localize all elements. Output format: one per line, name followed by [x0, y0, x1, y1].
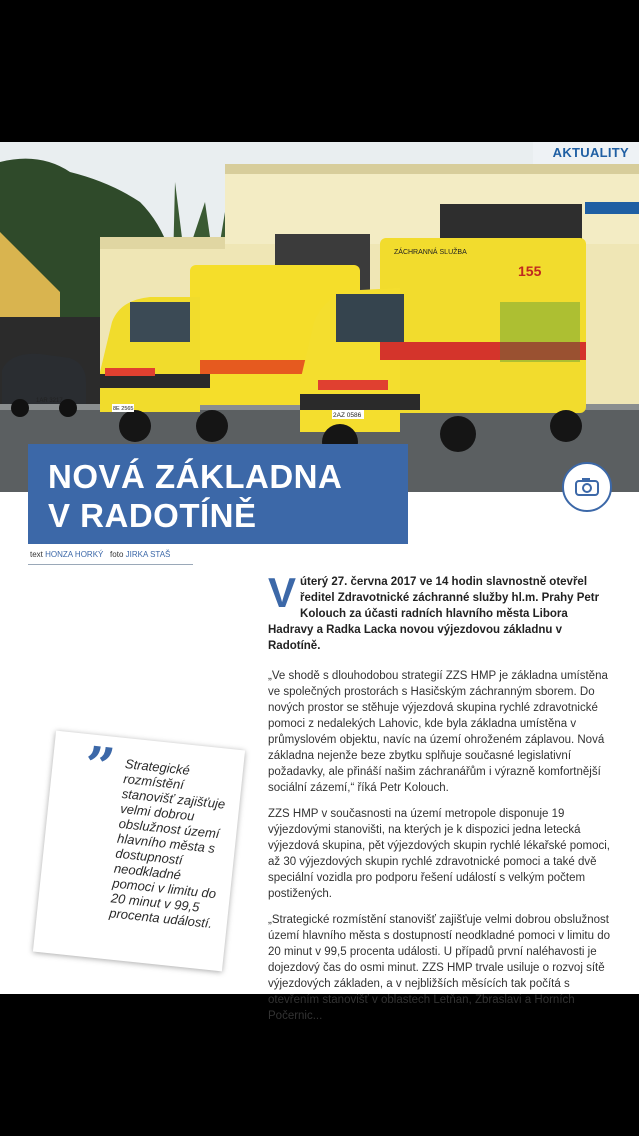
photo-illustration	[0, 142, 639, 492]
camera-icon	[573, 473, 601, 501]
credit-photo-label: foto	[110, 550, 124, 559]
camera-button[interactable]	[562, 462, 612, 512]
article-credits	[30, 550, 170, 559]
paragraph-text: „Ve shodě s dlouhodobou strategií ZZS HMP je základna umístěna ve společných prostorách s Hasičským záchranným sborem. Do nových prostor se stěhuje výjezdová skupina rychlé zdravotnické pomoci z nedalekých Lahovic, kde byla základna umístěna v průmyslovém objektu, navíc na území ohroženém záplavou. Nová základna nejenže beze zbytku splňuje současné legislativní požadavky, ale přináší našim záchranářům i výrazně komfortnější sociální zázemí,“ říká Petr Kolouch.	[268, 670, 608, 794]
credit-text-label: text	[30, 550, 43, 559]
credit-text-author: HONZA HORKÝ	[45, 550, 104, 559]
credits-divider	[28, 564, 193, 565]
quote-mark-icon: ”	[81, 735, 118, 799]
article-lead	[268, 569, 612, 654]
drop-cap: V	[268, 569, 297, 616]
paragraph-text: „Strategické rozmístění stanovišť zajišťuje velmi dobrou obslužnost území hlavního města s dostupností neodkladné pomoci v limitu do 20 minut v 99,5 procenta události. U případů první naléhavosti je dojezdový čas do osmi minut. ZZS HMP trvale usiluje o rozvoj sítě výjezdových základen, a v nejbližších měsících tak počítá s otevřením stanovišť v oblastech Letňan, Zbraslavi a Horních Počernic...	[268, 914, 610, 1022]
van-label: ZÁCHRANNÁ SLUŽBA	[394, 249, 467, 256]
plate-van2: 2AZ 0586	[333, 412, 362, 419]
article-paragraph-3	[268, 912, 612, 1024]
lead-text: úterý 27. června 2017 ve 14 hodin slavnostně otevřel ředitel Zdravotnické záchranné služby hl.m. Prahy Petr Kolouch za účasti radních hlavního města Libora Hadravy a Radka Lacka novou výjezdovou základnu v Radotíně.	[268, 576, 600, 652]
title-line-2: V RADOTÍNĚ	[48, 497, 257, 534]
plate-van1: 8E 2565	[113, 406, 134, 412]
paragraph-text: ZZS HMP v současnosti na území metropole disponuje 19 výjezdovými stanovišti, na kterých je k dispozici jedna letecká výjezdová skupina, pět výjezdových skupin rychlé lékařské pomoci, až 30 výjezdových skupin rychlé zdravotnické pomoci a také dvě speciální vozidla pro podporu řešení událostí s velkým počtem postižených.	[268, 808, 610, 900]
article-paragraph-1	[268, 668, 612, 796]
title-line-1: NOVÁ ZÁKLADNA	[48, 458, 343, 495]
section-tab: AKTUALITY	[533, 142, 639, 164]
quote-body: Strategické rozmístění stanovišť zajišťuje velmi dobrou obslužnost území hlavního města s dostupností neodkladné pomoci v limitu do 20 minut v 99,5 procenta událostí.	[108, 756, 227, 932]
ambulance-photo	[0, 142, 639, 492]
magazine-page	[0, 142, 639, 1022]
pull-quote-card	[33, 731, 245, 972]
article-paragraph-2	[268, 806, 612, 902]
van-number: 155	[518, 263, 542, 279]
plate-left: 1AR 3217	[36, 398, 63, 404]
credit-photo-author: JIRKA STAŠ	[125, 550, 171, 559]
pull-quote-text	[109, 756, 236, 932]
article-title	[28, 444, 408, 544]
